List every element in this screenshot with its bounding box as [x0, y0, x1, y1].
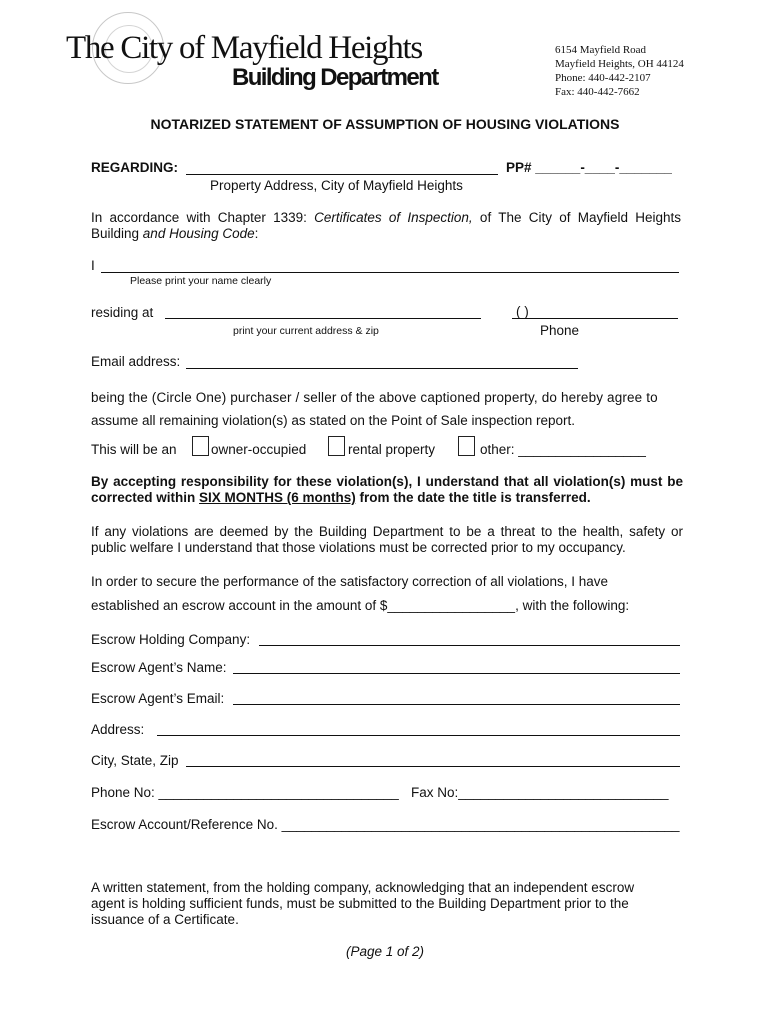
- escrow-address-field[interactable]: [157, 735, 680, 736]
- escrow-agent-name-label: Escrow Agent’s Name:: [91, 660, 227, 675]
- intro-text: In accordance with Chapter 1339:: [91, 210, 315, 225]
- phone-field[interactable]: [512, 318, 678, 319]
- address-field[interactable]: [165, 318, 481, 319]
- phone-area-code: ( ): [516, 304, 529, 319]
- other-checkbox[interactable]: [458, 436, 475, 456]
- responsibility-text: By accepting responsibility for these violation(s), I understand that all violation(s) must be corrected within: [91, 474, 683, 505]
- owner-occupied-checkbox[interactable]: [192, 436, 209, 456]
- escrow-account-field[interactable]: Escrow Account/Reference No. _____________________________________________________: [91, 817, 680, 832]
- department-name: Building Department: [232, 64, 438, 91]
- escrow-company-label: Escrow Holding Company:: [91, 632, 251, 647]
- six-months-emphasis: SIX MONTHS (6 months): [199, 490, 356, 505]
- escrow-company-field[interactable]: [259, 645, 680, 646]
- escrow-phone-field[interactable]: Phone No: ________________________________: [91, 785, 399, 800]
- city-title: The City of Mayfield Heights: [66, 30, 422, 66]
- closing-statement: A written statement, from the holding company, acknowledging that an independent escrow agent is holding sufficient funds, must be submitted to the Building Department prior to the issuance of a Certificate.: [91, 880, 635, 927]
- escrow-fax-field[interactable]: Fax No:____________________________: [411, 785, 669, 800]
- property-address-field[interactable]: [186, 174, 498, 175]
- intro-italic-code: and Housing Code: [142, 226, 255, 241]
- phone-caption: Phone: [540, 323, 580, 338]
- intro-text: of The City of Mayfield Heights Building: [91, 210, 681, 241]
- property-address-caption: Property Address, City of Mayfield Heights: [210, 178, 463, 193]
- escrow-city-label: City, State, Zip: [91, 753, 179, 768]
- intro-text: :: [254, 226, 259, 241]
- escrow-address-label: Address:: [91, 722, 145, 737]
- department-address: [555, 43, 684, 99]
- agree-line-2: assume all remaining violation(s) as stated on the Point of Sale inspection report.: [91, 413, 576, 428]
- owner-occupied-label: owner-occupied: [211, 442, 307, 457]
- escrow-agent-email-field[interactable]: [233, 704, 680, 705]
- address-line: 6154 Mayfield Road: [555, 44, 647, 56]
- name-field[interactable]: [101, 272, 679, 273]
- other-label: other: _________________: [480, 442, 646, 457]
- responsibility-paragraph: [91, 474, 683, 506]
- name-caption: Please print your name clearly: [130, 275, 272, 287]
- residing-label: residing at: [91, 305, 154, 320]
- email-label: Email address:: [91, 354, 181, 369]
- phone-line: Phone: 440-442-2107: [555, 72, 651, 84]
- occupancy-label: This will be an: [91, 442, 177, 457]
- escrow-intro-line-2: established an escrow account in the amount of $_________________, with the following:: [91, 598, 630, 613]
- agree-line-1: being the (Circle One) purchaser / seller of the above captioned property, do hereby agree to: [91, 390, 658, 405]
- rental-property-checkbox[interactable]: [328, 436, 345, 456]
- address-line: Mayfield Heights, OH 44124: [555, 58, 684, 70]
- page-number: (Page 1 of 2): [345, 944, 425, 959]
- intro-italic-chapter: Certificates of Inspection,: [314, 210, 473, 225]
- email-field[interactable]: [186, 368, 578, 369]
- address-caption: print your current address & zip: [233, 325, 379, 337]
- rental-property-label: rental property: [348, 442, 436, 457]
- escrow-intro-line-1: In order to secure the performance of the satisfactory correction of all violations, I have: [91, 574, 609, 589]
- escrow-agent-name-field[interactable]: [233, 673, 680, 674]
- pp-number-field[interactable]: PP# ______-____-_______: [506, 160, 672, 175]
- document-title: NOTARIZED STATEMENT OF ASSUMPTION OF HOUSING VIOLATIONS: [150, 116, 620, 132]
- fax-line: Fax: 440-442-7662: [555, 86, 640, 98]
- escrow-city-field[interactable]: [186, 766, 680, 767]
- name-label: I: [91, 258, 95, 273]
- escrow-agent-email-label: Escrow Agent’s Email:: [91, 691, 225, 706]
- responsibility-text: from the date the title is transferred.: [355, 490, 591, 505]
- health-paragraph: If any violations are deemed by the Building Department to be a threat to the health, safety or public welfare I understand that those violations must be corrected prior to my occupancy.: [91, 524, 683, 555]
- regarding-label: REGARDING:: [91, 160, 178, 175]
- intro-paragraph: [91, 210, 681, 242]
